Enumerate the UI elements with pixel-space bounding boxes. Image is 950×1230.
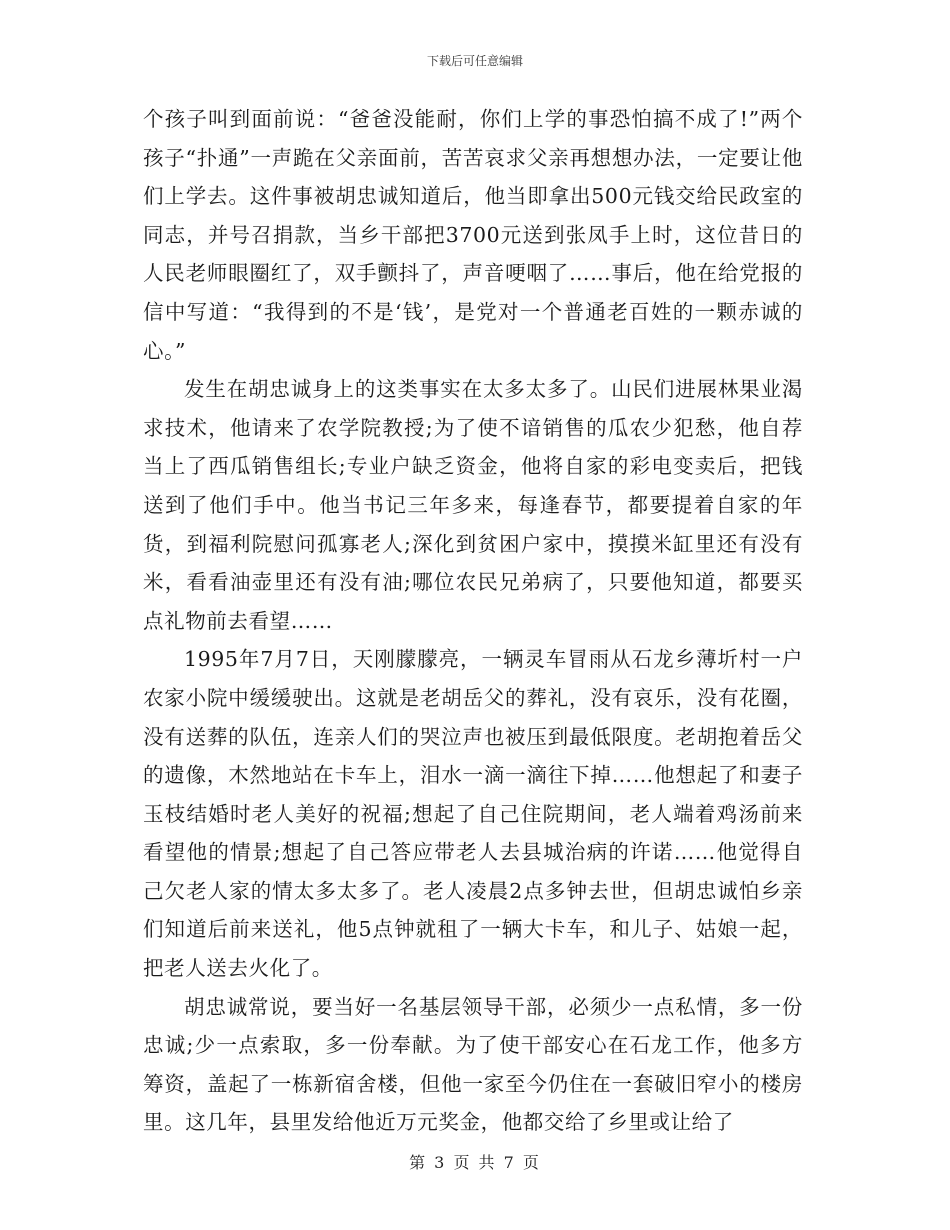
paragraph-deeds: 发生在胡忠诚身上的这类事实在太多太多了。山民们进展林果业渴求技术，他请来了农学院教授;为了使不谙销售的瓜农少犯愁，他自荐当上了西瓜销售组长;专业户缺乏资金，他将自家的彩电变卖后，把钱送到了他们手中。他当书记三年多来，每逢春节，都要提着自家的年货，到福利院慰问孤寡老人;深化到贫困户家中，摸摸米缸里还有没有米，看看油壶里还有没有油;哪位农民兄弟病了，只要他知道，都要买点礼物前去看望…… [143,377,803,633]
page-number: 第 3 页 共 7 页 [409,1153,541,1172]
document-body [143,100,803,1142]
paragraph-funeral: 1995年7月7日，天刚朦朦亮，一辆灵车冒雨从石龙乡薄圻村一户农家小院中缓缓驶出。这就是老胡岳父的葬礼，没有哀乐，没有花圈，没有送葬的队伍，连亲人们的哭泣声也被压到最低限度。老胡抱着岳父的遗像，木然地站在卡车上，泪水一滴一滴往下掉……他想起了和妻子玉枝结婚时老人美好的祝福;想起了自己住院期间，老人端着鸡汤前来看望他的情景;想起了自己答应带老人去县城治病的许诺……他觉得自己欠老人家的情太多太多了。老人凌晨2点多钟去世，但胡忠诚怕乡亲们知道后前来送礼，他5点钟就租了一辆大卡车，和儿子、姑娘一起，把老人送去火化了。 [143,647,803,981]
paragraph-continuation: 个孩子叫到面前说：“爸爸没能耐，你们上学的事恐怕搞不成了!”两个孩子“扑通”一声跪在父亲面前，苦苦哀求父亲再想想办法，一定要让他们上学去。这件事被胡忠诚知道后，他当即拿出500元钱交给民政室的同志，并号召捐款，当乡干部把3700元送到张凤手上时，这位昔日的人民老师眼圈红了，双手颤抖了，声音哽咽了……事后，他在给党报的信中写道：“我得到的不是‘钱’，是党对一个普通老百姓的一颗赤诚的心。” [143,107,803,363]
paragraph-motto: 胡忠诚常说，要当好一名基层领导干部，必须少一点私情，多一份忠诚;少一点索取，多一份奉献。为了使干部安心在石龙工作，他多方筹资，盖起了一栋新宿舍楼，但他一家至今仍住在一套破旧窄小的楼房里。这几年，县里发给他近万元奖金，他都交给了乡里或让给了 [143,994,803,1135]
page-header-note: 下载后可任意编辑 [426,54,523,68]
